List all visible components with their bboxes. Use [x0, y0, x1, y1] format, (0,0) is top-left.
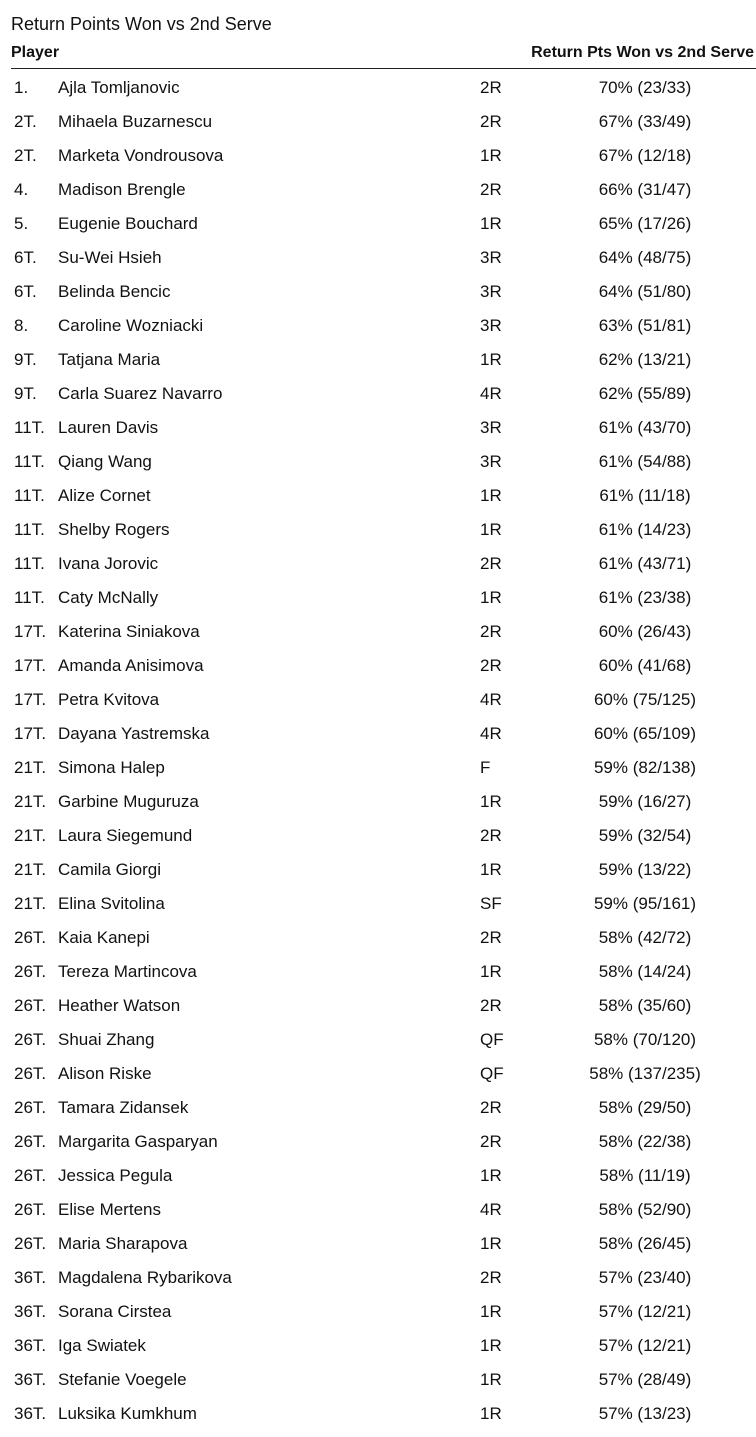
table-row — [0, 207, 756, 241]
player-rank: 17T. — [14, 622, 47, 641]
player-name: Caty McNally — [58, 588, 159, 607]
return-pts-won: 60% (75/125) — [593, 690, 697, 709]
table-row — [0, 139, 756, 173]
player-rank: 9T. — [14, 384, 37, 403]
player-name: Mihaela Buzarnescu — [58, 112, 213, 131]
round-reached: 1R — [480, 350, 502, 369]
table-title: Return Points Won vs 2nd Serve — [11, 14, 272, 34]
player-rank: 6T. — [14, 282, 37, 301]
return-pts-won: 58% (22/38) — [598, 1132, 692, 1151]
table-row — [0, 1227, 756, 1261]
player-rank: 21T. — [14, 826, 47, 845]
table-row — [0, 411, 756, 445]
return-pts-won: 58% (70/120) — [593, 1030, 697, 1049]
round-reached: 1R — [480, 962, 502, 981]
player-name: Kaia Kanepi — [58, 928, 150, 947]
player-name: Tamara Zidansek — [58, 1098, 189, 1117]
player-name: Alison Riske — [58, 1064, 152, 1083]
return-pts-won: 62% (55/89) — [598, 384, 692, 403]
player-rank: 26T. — [14, 1098, 47, 1117]
round-reached: 1R — [480, 1234, 502, 1253]
player-name: Jessica Pegula — [58, 1166, 173, 1185]
round-reached: 1R — [480, 214, 502, 233]
player-rank: 26T. — [14, 1030, 47, 1049]
round-reached: 1R — [480, 792, 502, 811]
player-name: Madison Brengle — [58, 180, 186, 199]
round-reached: 4R — [480, 724, 502, 743]
player-name: Elise Mertens — [58, 1200, 161, 1219]
player-name: Magdalena Rybarikova — [58, 1268, 232, 1287]
table-row — [0, 785, 756, 819]
player-rank: 17T. — [14, 724, 47, 743]
player-name: Elina Svitolina — [58, 894, 165, 913]
table-row — [0, 1159, 756, 1193]
return-pts-won: 60% (41/68) — [598, 656, 692, 675]
player-name: Luksika Kumkhum — [58, 1404, 197, 1423]
player-rank: 2T. — [14, 146, 37, 165]
player-name: Margarita Gasparyan — [58, 1132, 218, 1151]
player-name: Tereza Martincova — [58, 962, 197, 981]
table-row — [0, 717, 756, 751]
return-pts-won: 61% (43/71) — [598, 554, 692, 573]
player-name: Belinda Bencic — [58, 282, 171, 301]
table-body — [0, 71, 756, 1431]
round-reached: QF — [480, 1030, 504, 1049]
return-pts-won: 61% (14/23) — [598, 520, 692, 539]
return-pts-won: 67% (12/18) — [598, 146, 692, 165]
player-name: Alize Cornet — [58, 486, 151, 505]
round-reached: 2R — [480, 554, 502, 573]
player-rank: 21T. — [14, 758, 47, 777]
table-row — [0, 1261, 756, 1295]
table-row — [0, 955, 756, 989]
round-reached: 2R — [480, 1268, 502, 1287]
round-reached: 3R — [480, 452, 502, 471]
round-reached: 1R — [480, 1166, 502, 1185]
round-reached: 2R — [480, 622, 502, 641]
player-name: Su-Wei Hsieh — [58, 248, 162, 267]
return-pts-won: 63% (51/81) — [598, 316, 692, 335]
player-name: Maria Sharapova — [58, 1234, 188, 1253]
table-row — [0, 581, 756, 615]
player-rank: 36T. — [14, 1268, 47, 1287]
table-row — [0, 377, 756, 411]
round-reached: 2R — [480, 1132, 502, 1151]
round-reached: SF — [480, 894, 502, 913]
round-reached: 1R — [480, 1370, 502, 1389]
table-row — [0, 853, 756, 887]
player-rank: 1. — [14, 78, 29, 97]
table-row — [0, 343, 756, 377]
return-pts-won: 59% (13/22) — [598, 860, 692, 879]
round-reached: 2R — [480, 656, 502, 675]
round-reached: 1R — [480, 588, 502, 607]
player-rank: 11T. — [14, 452, 45, 471]
table-row — [0, 615, 756, 649]
player-rank: 11T. — [14, 520, 45, 539]
player-rank: 26T. — [14, 962, 47, 981]
round-reached: 4R — [480, 690, 502, 709]
round-reached: 1R — [480, 520, 502, 539]
player-name: Laura Siegemund — [58, 826, 193, 845]
round-reached: 1R — [480, 1404, 502, 1423]
round-reached: 1R — [480, 1336, 502, 1355]
table-row — [0, 649, 756, 683]
player-rank: 36T. — [14, 1370, 47, 1389]
player-rank: 9T. — [14, 350, 37, 369]
return-pts-won: 59% (16/27) — [598, 792, 692, 811]
round-reached: 2R — [480, 78, 502, 97]
table-row — [0, 71, 756, 105]
round-reached: QF — [480, 1064, 504, 1083]
player-name: Katerina Siniakova — [58, 622, 200, 641]
player-name: Heather Watson — [58, 996, 181, 1015]
table-row — [0, 1329, 756, 1363]
table-row — [0, 1193, 756, 1227]
round-reached: 3R — [480, 282, 502, 301]
table-row — [0, 173, 756, 207]
player-rank: 21T. — [14, 894, 47, 913]
table-row — [0, 1023, 756, 1057]
table-row — [0, 1057, 756, 1091]
player-name: Petra Kvitova — [58, 690, 160, 709]
table-row — [0, 751, 756, 785]
return-pts-won: 58% (29/50) — [598, 1098, 692, 1117]
return-pts-won: 59% (32/54) — [598, 826, 692, 845]
return-pts-won: 64% (48/75) — [598, 248, 692, 267]
player-name: Tatjana Maria — [58, 350, 161, 369]
return-pts-won: 61% (23/38) — [598, 588, 692, 607]
return-pts-won: 57% (12/21) — [598, 1336, 692, 1355]
return-pts-won: 58% (52/90) — [598, 1200, 692, 1219]
round-reached: 1R — [480, 146, 502, 165]
return-pts-won: 61% (11/18) — [599, 486, 691, 505]
player-rank: 36T. — [14, 1302, 47, 1321]
return-pts-won: 58% (35/60) — [598, 996, 692, 1015]
player-rank: 26T. — [14, 1200, 47, 1219]
player-rank: 21T. — [14, 860, 47, 879]
player-rank: 6T. — [14, 248, 37, 267]
table-row — [0, 819, 756, 853]
player-rank: 26T. — [14, 1166, 47, 1185]
return-pts-won: 57% (13/23) — [598, 1404, 692, 1423]
round-reached: 1R — [480, 486, 502, 505]
round-reached: 3R — [480, 418, 502, 437]
player-rank: 17T. — [14, 656, 47, 675]
player-rank: 21T. — [14, 792, 47, 811]
round-reached: F — [480, 758, 491, 777]
player-name: Camila Giorgi — [58, 860, 161, 879]
player-rank: 26T. — [14, 1132, 47, 1151]
round-reached: 3R — [480, 248, 502, 267]
player-name: Ajla Tomljanovic — [58, 78, 180, 97]
player-name: Dayana Yastremska — [58, 724, 210, 743]
player-name: Stefanie Voegele — [58, 1370, 187, 1389]
player-name: Simona Halep — [58, 758, 165, 777]
player-rank: 26T. — [14, 928, 47, 947]
table-row — [0, 1125, 756, 1159]
return-pts-won: 58% (14/24) — [598, 962, 692, 981]
return-pts-won: 66% (31/47) — [598, 180, 692, 199]
table-row — [0, 275, 756, 309]
round-reached: 1R — [480, 1302, 502, 1321]
round-reached: 4R — [480, 384, 502, 403]
return-pts-won: 70% (23/33) — [598, 78, 692, 97]
round-reached: 3R — [480, 316, 502, 335]
player-rank: 8. — [14, 316, 29, 335]
round-reached: 2R — [480, 1098, 502, 1117]
table-row — [0, 1091, 756, 1125]
player-rank: 11T. — [14, 486, 45, 505]
player-name: Qiang Wang — [58, 452, 152, 471]
table-row — [0, 241, 756, 275]
return-pts-won: 61% (54/88) — [598, 452, 692, 471]
return-pts-won: 57% (12/21) — [598, 1302, 692, 1321]
return-pts-won: 57% (28/49) — [598, 1370, 692, 1389]
return-pts-won: 64% (51/80) — [598, 282, 692, 301]
return-pts-won: 62% (13/21) — [598, 350, 692, 369]
return-pts-won: 60% (26/43) — [598, 622, 692, 641]
return-pts-won: 59% (95/161) — [593, 894, 697, 913]
round-reached: 2R — [480, 996, 502, 1015]
return-pts-won: 61% (43/70) — [598, 418, 692, 437]
table-row — [0, 989, 756, 1023]
player-rank: 26T. — [14, 1064, 47, 1083]
player-name: Sorana Cirstea — [58, 1302, 172, 1321]
player-name: Shelby Rogers — [58, 520, 170, 539]
player-name: Amanda Anisimova — [58, 656, 204, 675]
round-reached: 1R — [480, 860, 502, 879]
return-pts-won: 60% (65/109) — [593, 724, 697, 743]
player-rank: 11T. — [14, 588, 45, 607]
player-name: Lauren Davis — [58, 418, 159, 437]
column-header-return-pts: Return Pts Won vs 2nd Serve — [531, 44, 754, 61]
player-rank: 11T. — [14, 554, 45, 573]
table-header — [0, 41, 756, 67]
player-rank: 36T. — [14, 1336, 47, 1355]
table-row — [0, 513, 756, 547]
table-row — [0, 1397, 756, 1431]
player-name: Carla Suarez Navarro — [58, 384, 223, 403]
player-name: Ivana Jorovic — [58, 554, 159, 573]
player-rank: 11T. — [14, 418, 45, 437]
return-pts-won: 67% (33/49) — [598, 112, 692, 131]
player-rank: 26T. — [14, 996, 47, 1015]
table-row — [0, 921, 756, 955]
return-pts-won: 58% (11/19) — [599, 1166, 691, 1185]
table-row — [0, 547, 756, 581]
return-pts-won: 65% (17/26) — [598, 214, 692, 233]
player-rank: 5. — [14, 214, 29, 233]
table-row — [0, 479, 756, 513]
player-rank: 2T. — [14, 112, 37, 131]
table-row — [0, 445, 756, 479]
round-reached: 2R — [480, 180, 502, 199]
player-rank: 36T. — [14, 1404, 47, 1423]
table-row — [0, 1363, 756, 1397]
return-pts-won: 58% (26/45) — [598, 1234, 692, 1253]
return-pts-won: 58% (137/235) — [589, 1064, 701, 1083]
player-rank: 26T. — [14, 1234, 47, 1253]
table-row — [0, 683, 756, 717]
table-row — [0, 887, 756, 921]
table-row — [0, 105, 756, 139]
player-name: Eugenie Bouchard — [58, 214, 198, 233]
player-name: Caroline Wozniacki — [58, 316, 204, 335]
player-name: Shuai Zhang — [58, 1030, 155, 1049]
header-divider — [11, 68, 756, 69]
player-rank: 17T. — [14, 690, 47, 709]
return-pts-won: 59% (82/138) — [593, 758, 697, 777]
round-reached: 2R — [480, 112, 502, 131]
round-reached: 2R — [480, 826, 502, 845]
table-row — [0, 1295, 756, 1329]
column-header-player: Player — [11, 44, 60, 61]
round-reached: 4R — [480, 1200, 502, 1219]
return-pts-won: 58% (42/72) — [598, 928, 692, 947]
player-name: Iga Swiatek — [58, 1336, 146, 1355]
player-name: Marketa Vondrousova — [58, 146, 224, 165]
player-name: Garbine Muguruza — [58, 792, 199, 811]
table-row — [0, 309, 756, 343]
round-reached: 2R — [480, 928, 502, 947]
return-pts-won: 57% (23/40) — [598, 1268, 692, 1287]
player-rank: 4. — [14, 180, 29, 199]
